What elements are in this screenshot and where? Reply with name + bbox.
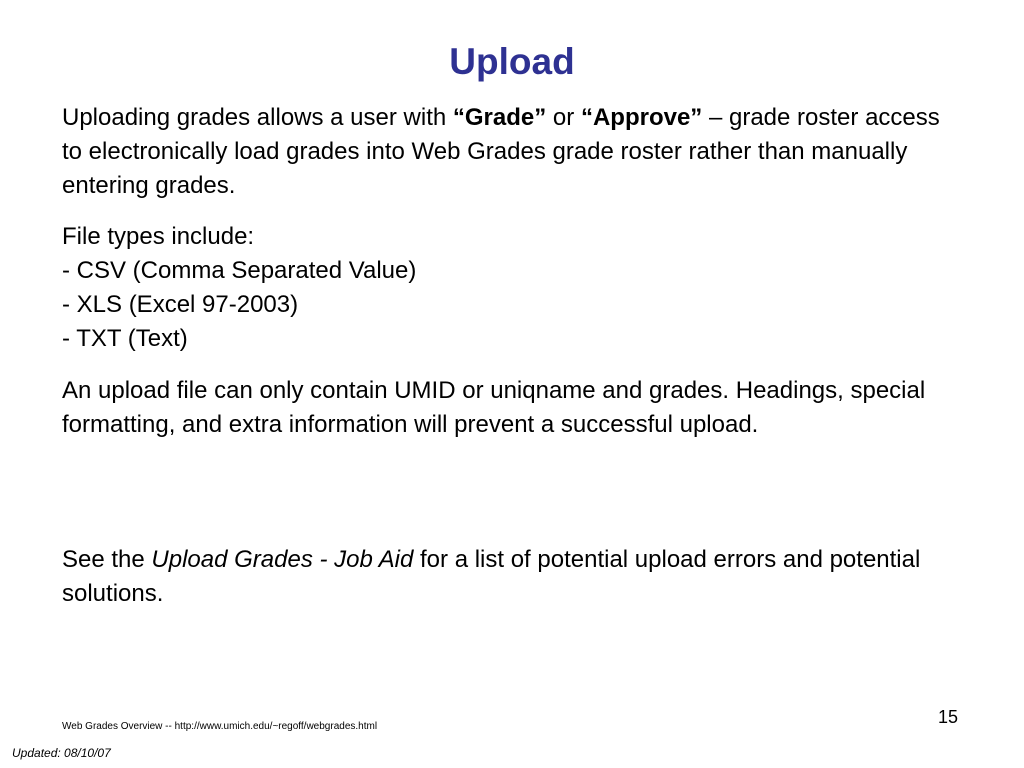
updated-date: Updated: 08/10/07 [12,746,111,760]
file-type-item: - XLS (Excel 97-2003) [62,291,299,318]
job-aid-text-2: for a list of potential upload errors and potential solutions. [62,546,921,607]
file-type-item: - TXT (Text) [62,325,188,352]
intro-text-2: or [546,104,581,131]
job-aid-title-1: Upload Grades [151,546,313,573]
file-types-heading: File types include: [62,223,255,250]
job-aid-title-2: Job Aid [334,546,414,573]
job-aid-separator: - [312,546,335,573]
intro-text-3: – grade roster access to electronically load grades into Web Grades grade roster rather than manually entering grades. [62,104,940,199]
file-type-item: - CSV (Comma Separated Value) [62,257,417,284]
footer-text: Web Grades Overview -- http://www.umich.edu/~regoff/webgrades.html [62,721,378,732]
grade-role-label: “Grade” [452,104,547,131]
file-types-section [62,220,942,356]
intro-text-1: Uploading grades allows a user with [62,104,453,131]
intro-paragraph [62,101,942,203]
slide-title: Upload [449,41,575,82]
upload-restrictions-text: An upload file can only contain UMID or uniqname and grades. Headings, special formatting, and extra information will prevent a successful upload. [62,377,926,438]
page-number: 15 [938,707,959,727]
job-aid-paragraph [62,543,942,611]
approve-role-label: “Approve” [580,104,703,131]
upload-restrictions-paragraph [62,374,942,442]
job-aid-text-1: See the [62,546,152,573]
